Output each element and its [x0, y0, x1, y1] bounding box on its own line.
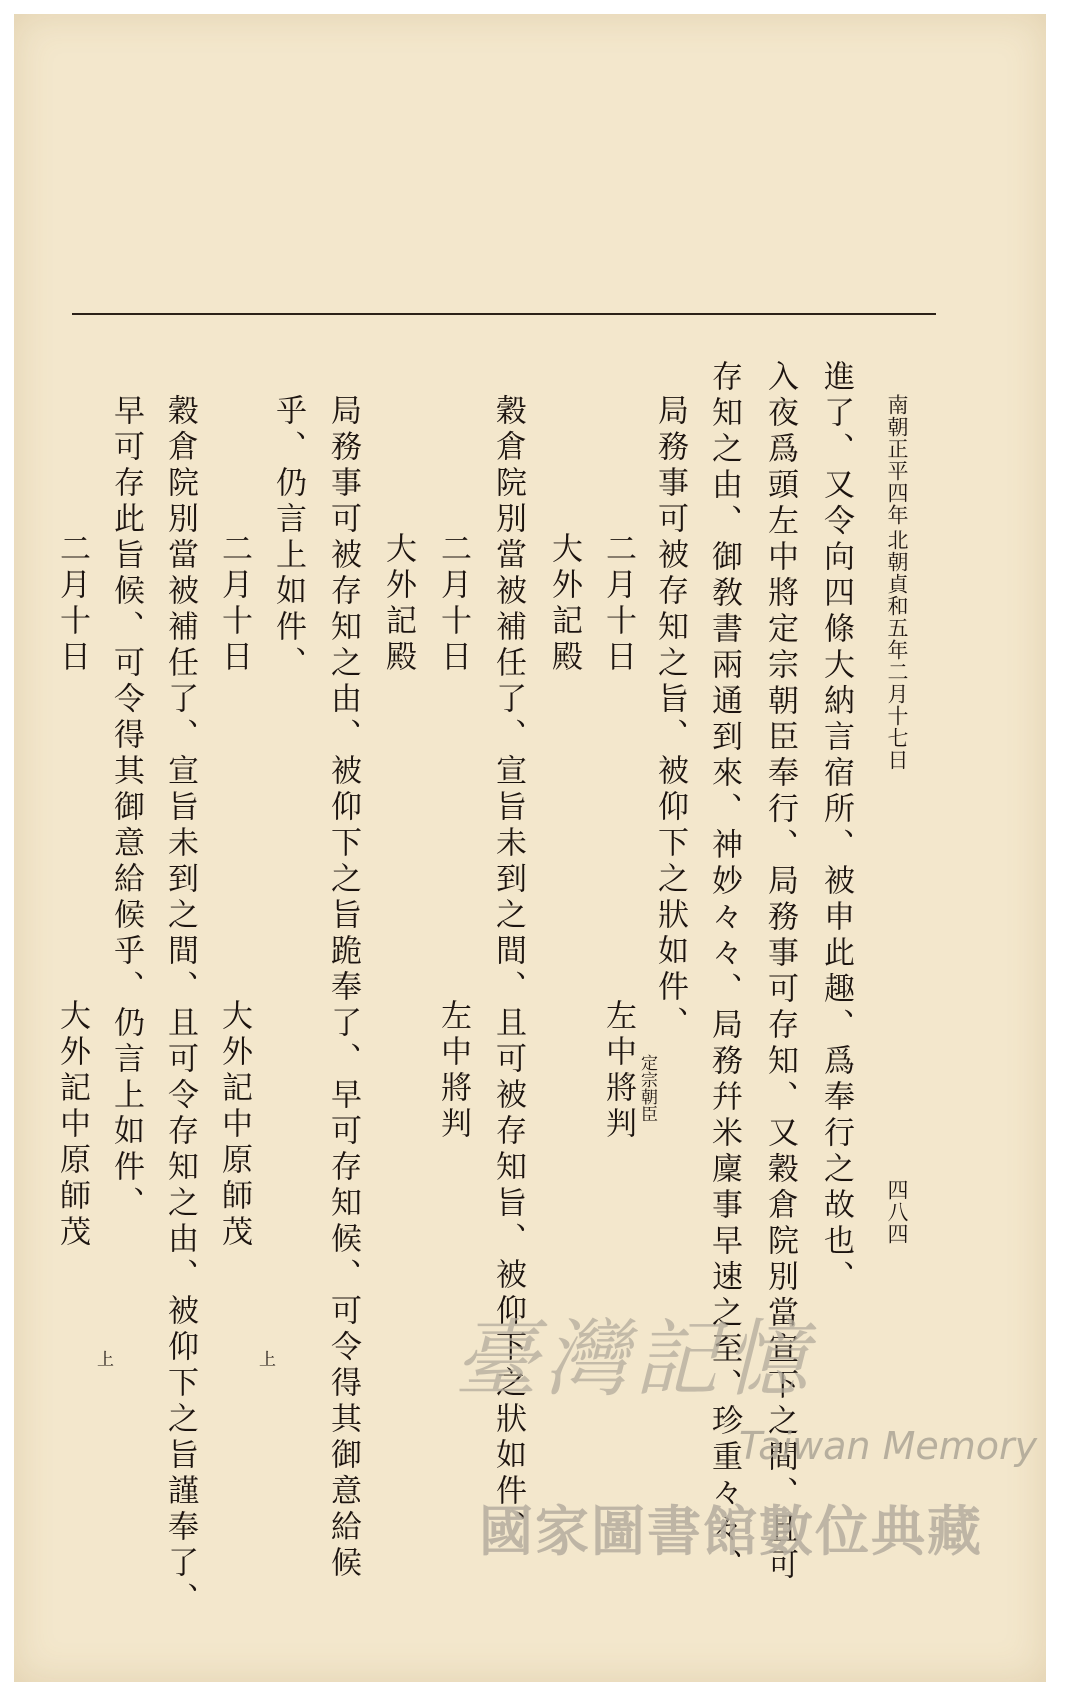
text-column: 入夜爲頭左中將定宗朝臣奉行、局務事可存知、又穀倉院別當宣下之間、且可 — [762, 360, 798, 1584]
watermark-logo: 臺灣記憶 — [454, 1310, 815, 1408]
text-column: 局務事可被存知之旨、被仰下之狀如件、 — [652, 394, 688, 1042]
text-column: 早可存此旨候、可令得其御意給候乎、仍言上如件、 — [108, 394, 144, 1222]
text-column: 進了、又令向四條大納言宿所、被申此趣、爲奉行之故也、 — [818, 360, 854, 1296]
signature: 大外記中原師茂 — [216, 999, 252, 1251]
text-column: 大外記殿 — [546, 532, 582, 676]
text-column: 二月十日 — [600, 532, 636, 676]
text-column: 穀倉院別當被補任了、宣旨未到之間、且可令存知之由、被仰下之旨謹奉了、 — [162, 394, 198, 1618]
text-column: 大外記殿 — [380, 532, 416, 676]
text-column: 二月十日 — [435, 532, 471, 676]
signature-mark: 上 — [255, 1350, 275, 1367]
text-column: 局務事可被存知之由、被仰下之旨跪奉了、早可存知候、可令得其御意給候 — [325, 394, 361, 1582]
header-era-south: 南朝正平四年 — [885, 394, 909, 526]
text-column: 二月十日 — [216, 532, 252, 676]
text-column: 穀倉院別當被補任了、宣旨未到之間、且可被存知旨、被仰下之狀如件、 — [490, 394, 526, 1546]
text-column: 乎、仍言上如件、 — [270, 394, 306, 682]
signature: 大外記中原師茂 — [54, 999, 90, 1251]
signature: 左中將判 — [435, 999, 471, 1143]
signature-note: 定宗朝臣 — [637, 1054, 657, 1122]
page-number: 四八四 — [885, 1179, 909, 1245]
signature: 左中將判 — [600, 999, 636, 1143]
watermark-english: Taiwan Memory — [739, 1424, 1038, 1468]
header-era-north: 北朝貞和五年二月十七日 — [885, 529, 909, 771]
text-column: 存知之由、御敎書兩通到來、神妙々々、局務幷米廩事早速之至、珍重々々、 — [706, 360, 742, 1584]
signature-mark: 上 — [93, 1350, 113, 1367]
text-column: 二月十日 — [54, 532, 90, 676]
document-page — [14, 14, 1046, 1682]
horizontal-rule — [72, 313, 936, 315]
watermark-library: 國家圖書館數位典藏 — [479, 1500, 983, 1563]
